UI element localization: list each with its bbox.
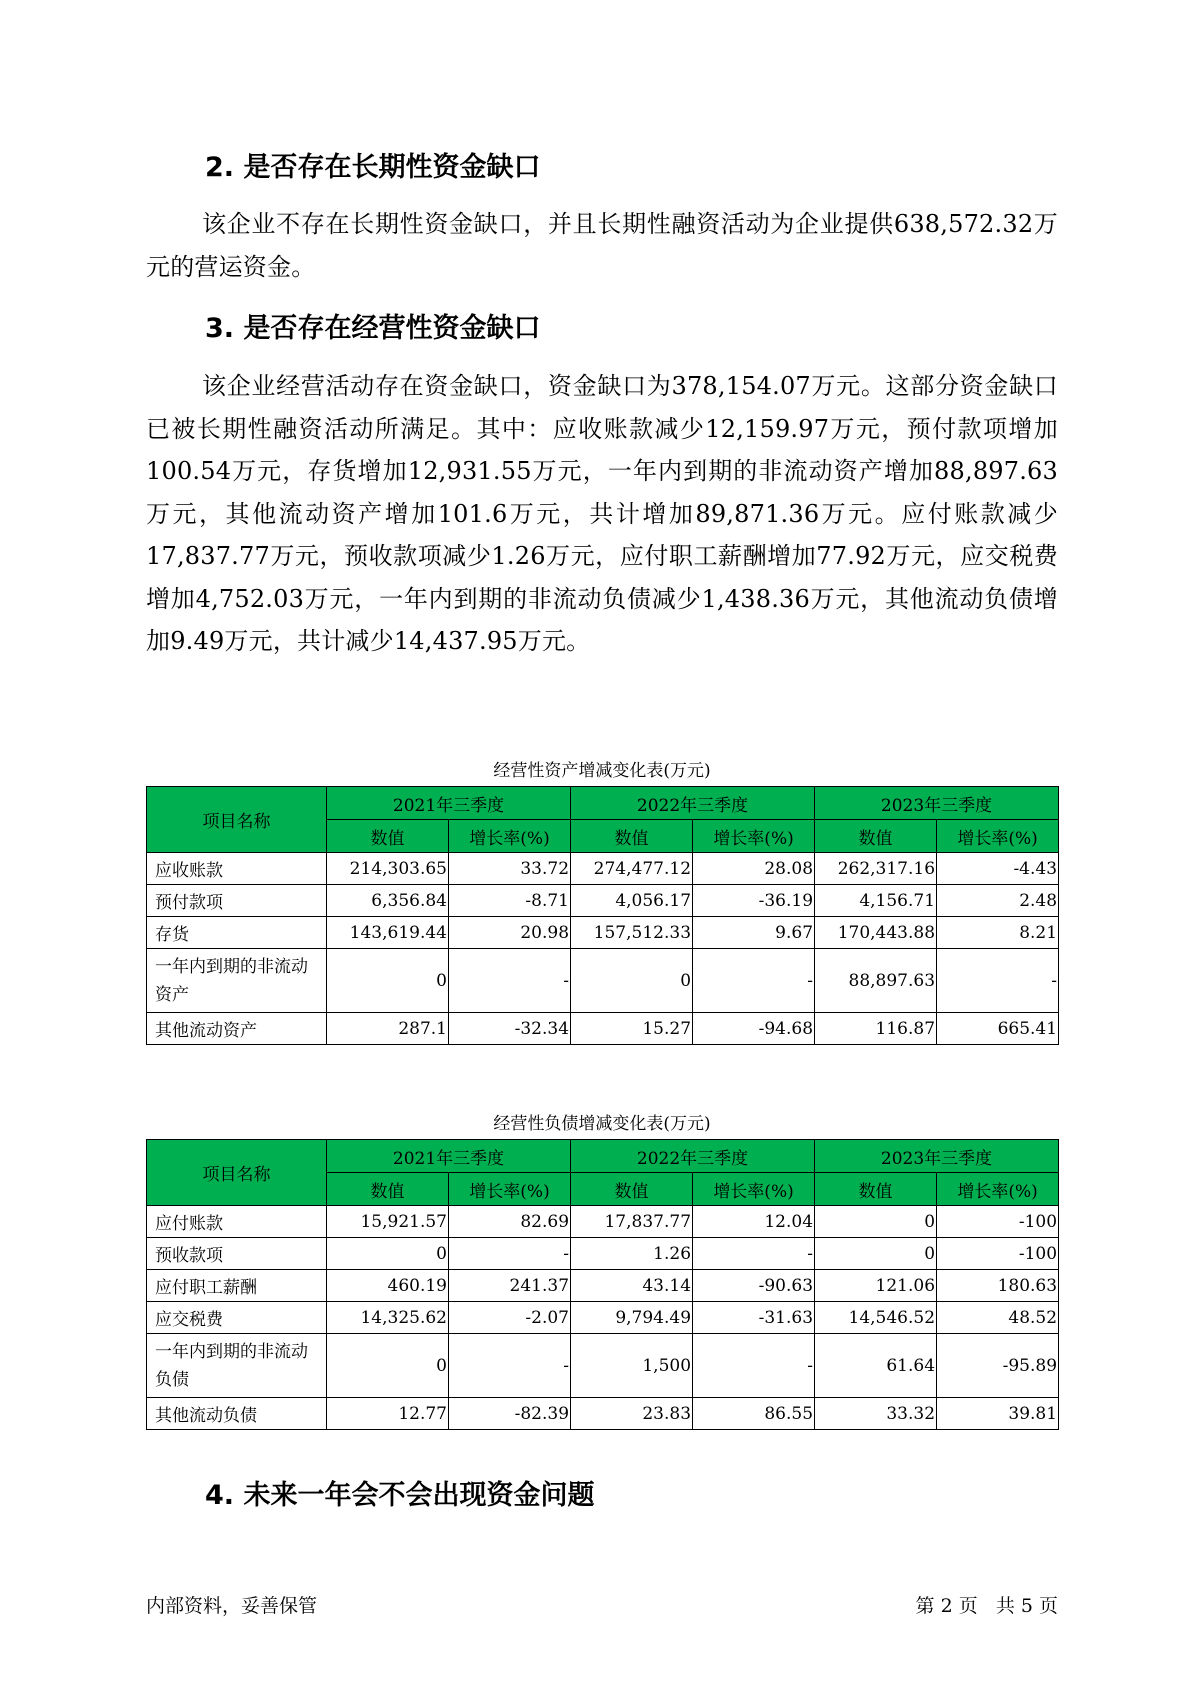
cell-growth-rate: - bbox=[449, 949, 571, 1013]
assets-table-caption: 经营性资产增减变化表(万元) bbox=[493, 761, 711, 781]
cell-value: 1,500 bbox=[571, 1334, 693, 1398]
cell-value: 121.06 bbox=[815, 1270, 937, 1302]
cell-growth-rate: - bbox=[693, 1334, 815, 1398]
cell-value: 274,477.12 bbox=[571, 853, 693, 885]
cell-growth-rate: 39.81 bbox=[937, 1398, 1059, 1430]
row-item-name: 预付款项 bbox=[147, 885, 327, 917]
cell-growth-rate: 180.63 bbox=[937, 1270, 1059, 1302]
header-value: 数值 bbox=[815, 820, 937, 853]
cell-growth-rate: - bbox=[693, 1238, 815, 1270]
header-growth-rate: 增长率(%) bbox=[693, 1173, 815, 1206]
cell-value: 143,619.44 bbox=[327, 917, 449, 949]
cell-value: 214,303.65 bbox=[327, 853, 449, 885]
cell-growth-rate: - bbox=[449, 1238, 571, 1270]
section-2-paragraph: 该企业不存在长期性资金缺口，并且长期性融资活动为企业提供638,572.32万元的营运资金。 bbox=[146, 210, 1058, 281]
header-period: 2023年三季度 bbox=[815, 787, 1059, 820]
table-row bbox=[147, 1270, 1059, 1302]
header-growth-rate: 增长率(%) bbox=[449, 1173, 571, 1206]
row-item-name: 应收账款 bbox=[147, 853, 327, 885]
cell-growth-rate: -100 bbox=[937, 1206, 1059, 1238]
cell-value: 6,356.84 bbox=[327, 885, 449, 917]
header-period: 2021年三季度 bbox=[327, 787, 571, 820]
cell-value: 0 bbox=[327, 1334, 449, 1398]
row-item-name: 应付职工薪酬 bbox=[147, 1270, 327, 1302]
section-3-heading: 3. 是否存在经营性资金缺口 bbox=[205, 313, 541, 344]
table-row bbox=[147, 1238, 1059, 1270]
footer-confidential-note: 内部资料，妥善保管 bbox=[146, 1595, 318, 1617]
header-value: 数值 bbox=[327, 1173, 449, 1206]
cell-value: 14,325.62 bbox=[327, 1302, 449, 1334]
header-period: 2022年三季度 bbox=[571, 1140, 815, 1173]
header-value: 数值 bbox=[327, 820, 449, 853]
cell-growth-rate: 12.04 bbox=[693, 1206, 815, 1238]
cell-growth-rate: -8.71 bbox=[449, 885, 571, 917]
cell-value: 157,512.33 bbox=[571, 917, 693, 949]
cell-growth-rate: -82.39 bbox=[449, 1398, 571, 1430]
header-period: 2022年三季度 bbox=[571, 787, 815, 820]
liabilities-table-caption: 经营性负债增减变化表(万元) bbox=[493, 1114, 711, 1134]
section-2-heading: 2. 是否存在长期性资金缺口 bbox=[205, 152, 541, 183]
header-value: 数值 bbox=[571, 1173, 693, 1206]
row-item-name: 应付账款 bbox=[147, 1206, 327, 1238]
table-row bbox=[147, 1013, 1059, 1045]
table-row bbox=[147, 949, 1059, 1013]
cell-value: 287.1 bbox=[327, 1013, 449, 1045]
cell-growth-rate: -2.07 bbox=[449, 1302, 571, 1334]
cell-growth-rate: -4.43 bbox=[937, 853, 1059, 885]
row-item-name: 一年内到期的非流动负债 bbox=[147, 1334, 327, 1398]
table-row bbox=[147, 1334, 1059, 1398]
liabilities-table-body bbox=[147, 1206, 1059, 1430]
cell-value: 1.26 bbox=[571, 1238, 693, 1270]
row-item-name: 一年内到期的非流动资产 bbox=[147, 949, 327, 1013]
cell-value: 15,921.57 bbox=[327, 1206, 449, 1238]
cell-growth-rate: 665.41 bbox=[937, 1013, 1059, 1045]
cell-value: 9,794.49 bbox=[571, 1302, 693, 1334]
cell-growth-rate: 20.98 bbox=[449, 917, 571, 949]
cell-growth-rate: 82.69 bbox=[449, 1206, 571, 1238]
cell-value: 0 bbox=[815, 1238, 937, 1270]
cell-value: 4,056.17 bbox=[571, 885, 693, 917]
cell-value: 23.83 bbox=[571, 1398, 693, 1430]
cell-growth-rate: 86.55 bbox=[693, 1398, 815, 1430]
row-item-name: 其他流动资产 bbox=[147, 1013, 327, 1045]
header-growth-rate: 增长率(%) bbox=[937, 820, 1059, 853]
cell-growth-rate: 28.08 bbox=[693, 853, 815, 885]
cell-growth-rate: 241.37 bbox=[449, 1270, 571, 1302]
table-row bbox=[147, 1206, 1059, 1238]
assets-change-table bbox=[146, 786, 1059, 1045]
cell-growth-rate: -94.68 bbox=[693, 1013, 815, 1045]
cell-value: 0 bbox=[815, 1206, 937, 1238]
table-row bbox=[147, 1302, 1059, 1334]
header-value: 数值 bbox=[571, 820, 693, 853]
header-item-name: 项目名称 bbox=[147, 1140, 327, 1206]
cell-growth-rate: -36.19 bbox=[693, 885, 815, 917]
cell-value: 170,443.88 bbox=[815, 917, 937, 949]
row-item-name: 预收款项 bbox=[147, 1238, 327, 1270]
cell-value: 61.64 bbox=[815, 1334, 937, 1398]
cell-growth-rate: - bbox=[449, 1334, 571, 1398]
row-item-name: 应交税费 bbox=[147, 1302, 327, 1334]
cell-growth-rate: 2.48 bbox=[937, 885, 1059, 917]
cell-value: 0 bbox=[327, 1238, 449, 1270]
cell-value: 33.32 bbox=[815, 1398, 937, 1430]
cell-growth-rate: - bbox=[693, 949, 815, 1013]
cell-growth-rate: 48.52 bbox=[937, 1302, 1059, 1334]
cell-value: 15.27 bbox=[571, 1013, 693, 1045]
cell-growth-rate: -95.89 bbox=[937, 1334, 1059, 1398]
assets-table-body bbox=[147, 853, 1059, 1045]
section-4-heading: 4. 未来一年会不会出现资金问题 bbox=[205, 1480, 595, 1511]
cell-value: 17,837.77 bbox=[571, 1206, 693, 1238]
cell-growth-rate: 8.21 bbox=[937, 917, 1059, 949]
cell-value: 0 bbox=[327, 949, 449, 1013]
cell-value: 43.14 bbox=[571, 1270, 693, 1302]
table-row bbox=[147, 853, 1059, 885]
cell-value: 262,317.16 bbox=[815, 853, 937, 885]
header-growth-rate: 增长率(%) bbox=[693, 820, 815, 853]
section-3-paragraph: 该企业经营活动存在资金缺口，资金缺口为378,154.07万元。这部分资金缺口已被长期性融资活动所满足。其中：应收账款减少12,159.97万元，预付款项增加100.54万元，存货增加12,931.55万元，一年内到期的非流动资产增加88,897.63万元，其他流动资产增加101.6万元，共计增加89,871.36万元。应付账款减少17,837.77万元，预收款项减少1.26万元，应付职工薪酬增加77.92万元，应交税费增加4,752.03万元，一年内到期的非流动负债减少1,438.36万元，其他流动负债增加9.49万元，共计减少14,437.95万元。 bbox=[146, 372, 1058, 655]
cell-growth-rate: -100 bbox=[937, 1238, 1059, 1270]
cell-value: 12.77 bbox=[327, 1398, 449, 1430]
cell-growth-rate: - bbox=[937, 949, 1059, 1013]
table-row bbox=[147, 885, 1059, 917]
cell-growth-rate: -90.63 bbox=[693, 1270, 815, 1302]
header-growth-rate: 增长率(%) bbox=[937, 1173, 1059, 1206]
header-period: 2023年三季度 bbox=[815, 1140, 1059, 1173]
cell-growth-rate: 9.67 bbox=[693, 917, 815, 949]
cell-value: 116.87 bbox=[815, 1013, 937, 1045]
header-item-name: 项目名称 bbox=[147, 787, 327, 853]
cell-value: 14,546.52 bbox=[815, 1302, 937, 1334]
header-growth-rate: 增长率(%) bbox=[449, 820, 571, 853]
cell-value: 460.19 bbox=[327, 1270, 449, 1302]
cell-growth-rate: 33.72 bbox=[449, 853, 571, 885]
table-row bbox=[147, 1398, 1059, 1430]
header-value: 数值 bbox=[815, 1173, 937, 1206]
cell-value: 4,156.71 bbox=[815, 885, 937, 917]
cell-value: 88,897.63 bbox=[815, 949, 937, 1013]
footer-page-number: 第 2 页 共 5 页 bbox=[915, 1595, 1058, 1617]
row-item-name: 其他流动负债 bbox=[147, 1398, 327, 1430]
header-period: 2021年三季度 bbox=[327, 1140, 571, 1173]
liabilities-change-table bbox=[146, 1139, 1059, 1430]
cell-value: 0 bbox=[571, 949, 693, 1013]
cell-growth-rate: -31.63 bbox=[693, 1302, 815, 1334]
cell-growth-rate: -32.34 bbox=[449, 1013, 571, 1045]
row-item-name: 存货 bbox=[147, 917, 327, 949]
table-row bbox=[147, 917, 1059, 949]
